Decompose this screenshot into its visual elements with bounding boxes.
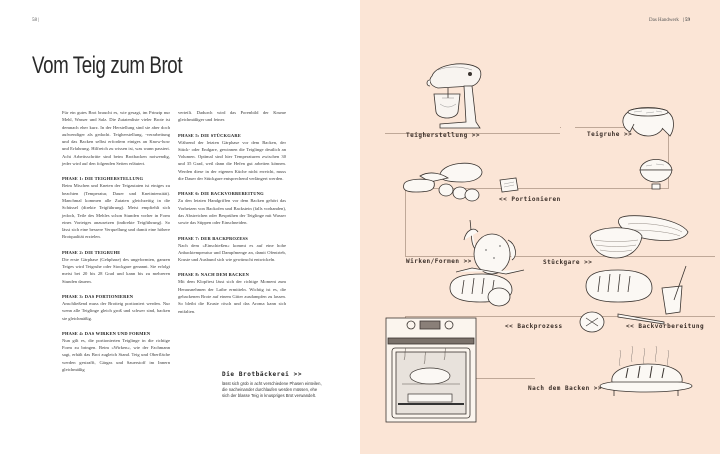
flow-line [560,127,561,128]
text-column-2 [178,109,286,322]
sidebar-box [222,371,322,399]
small-dough-ball-illustration [486,286,512,308]
label-nach-dem-backen: Nach dem Backen >> [528,385,603,392]
section-heading: PHASE 1: DIE TEIGHERSTELLUNG [62,176,144,182]
page-title: Vom Teig zum Brot [32,52,183,79]
bread-roll-and-knife-illustration [578,304,678,338]
label-teigherstellung: Teigherstellung >> [406,132,481,139]
running-head [649,18,690,23]
running-head-title: Das Handwerk [649,18,679,23]
text-column-1 [62,109,170,380]
body-paragraph: Während der letzten Gärphase vor dem Backen, der Stück- oder Endgare, gewinnen die Teiglinge deutlich an Volumen. Optimal sind hier Temperaturen zwischen 30 und 35 Grad, weil dann die Hefen gut arbeiten können. Werden diese in der eigenen Küche nicht erreicht, muss die Dauer der Stückgare entsprechend verlängert werden. [178,139,286,182]
stand-mixer-illustration [420,58,490,136]
body-paragraph: Nach dem »Einschießen« kommt es auf eine hohe Anbacktemperatur und Dampfmenge an, damit Ofentrieb, Kruste und Ausbund sich wie gewünscht entwickeln. [178,242,286,263]
section-heading: PHASE 7: DER BACKPROZESS [178,235,248,241]
body-paragraph: Anschließend muss der Brotteig portioniert werden. Nur wenn alle Teiglinge gleich groß und schwer sind, backen sie gleichmäßig. [62,300,170,321]
body-paragraph: Zu den letzten Handgriffen vor dem Backen gehört das Vorheizen von Backofen und Backstein (falls vorhanden), das Abstreichen oder Besprühen der Teiglinge mit Wasser sowie das Stippen oder Einschneiden. [178,198,286,226]
page-number-left: 58 | [32,18,40,23]
covered-bowl-illustration [620,104,676,144]
label-wirken-formen: Wirken/Formen >> [406,258,472,265]
page-number-right: | 59 [682,18,690,23]
dough-portions-illustration [400,160,520,210]
body-paragraph: Mit dem Klopftest lässt sich der richtige Moment zum Herausnehmen der Laibe ermitteln. Wichtig ist es, die gebackenen Brote auf einem Gitter ausdampfen zu lassen. So bleibt die Kruste rösch und das Aroma kann sich entfalten. [178,279,286,314]
label-stueckgare: Stückgare >> [543,259,593,266]
steaming-bread-illustration [598,342,694,398]
body-paragraph: Beim Mischen und Kneten der Teigzutaten ist einiges zu beachten (Temperatur, Dauer und Knetintensität). Manchmal kommen alle Zutaten gleichzeitig in die Schüssel (direkte Teigführung). Meist empfiehlt sich jedoch, Teile des Mehles schon Stunden vorher in Form eines Vorteiges anzusetzen (indirekte Teigführung). So lässt sich eine bessere Verquellung und damit eine höhere Brotqualität erzielen. [62,183,170,240]
sidebar-box-title: Die Brotbäckerei >> [222,371,303,378]
section-heading: PHASE 5: DIE STÜCKGARE [178,132,242,138]
section-heading: PHASE 3: DAS PORTIONIEREN [62,293,134,299]
section-heading: PHASE 4: DAS WIRKEN UND FORMEN [62,330,151,336]
body-paragraph: Für ein gutes Brot braucht es, wie gesagt, im Prinzip nur Mehl, Wasser und Salz. Die Zutatenliste vieler Brote ist demnach eher kurz. In der Herstellung sind sie aber doch aufwendiger als gedacht. Teigherstellung, -verarbeitung und das Backen selbst erfordern einiges an Know-how und Erfahrung. Hilfreich zu wissen ist, was wann passiert. Acht Arbeitsschritte sind beim Brotbacken notwendig, jeder wird auf den folgenden Seiten erläutert. [62,110,170,167]
right-page [360,0,720,454]
label-portionieren: << Portionieren [499,196,561,203]
label-backvorbereitung: << Backvorbereitung [626,323,705,330]
sidebar-box-text: lässt sich grob in acht verschiedene Phasen einteilen, die nacheinander durchlaufen werden müssen, ehe sich der blasse Teig in knuspriges Brot verwandelt. [222,381,322,398]
section-heading: PHASE 2: DIE TEIGRUHE [62,249,121,255]
label-teigruhe: Teigruhe >> [587,131,633,138]
proofing-baskets-illustration [586,208,696,264]
body-paragraph: Die erste Gärphase (Gehphase) des ungeformten, ganzen Teiges wird Teigruhe oder Stockgare genannt. Sie erfolgt meist bei 20 bis 28 Grad und kann bis zu mehreren Stunden dauern. [62,256,170,284]
section-heading: PHASE 8: NACH DEM BACKEN [178,272,250,278]
section-heading: PHASE 6: DIE BACKVORBEREITUNG [178,191,264,197]
body-paragraph: Nun gilt es, die portionierten Teiglinge in die richtige Form zu bringen. Beim »Wirken«, wie der Fachmann sagt, erhält das Brot zugleich Stand. Teig und Oberfläche werden gestrafft, Gärgas und Sauerstoff im Innern gleichmäßig [62,337,170,373]
body-paragraph: verteilt. Dadurch wird das Porenbild der Krume gleichmäßiger und feiner. [178,110,286,123]
dough-bowl-illustration [636,156,676,192]
label-backprozess: << Backprozess [505,323,563,330]
oven-illustration [384,316,478,424]
